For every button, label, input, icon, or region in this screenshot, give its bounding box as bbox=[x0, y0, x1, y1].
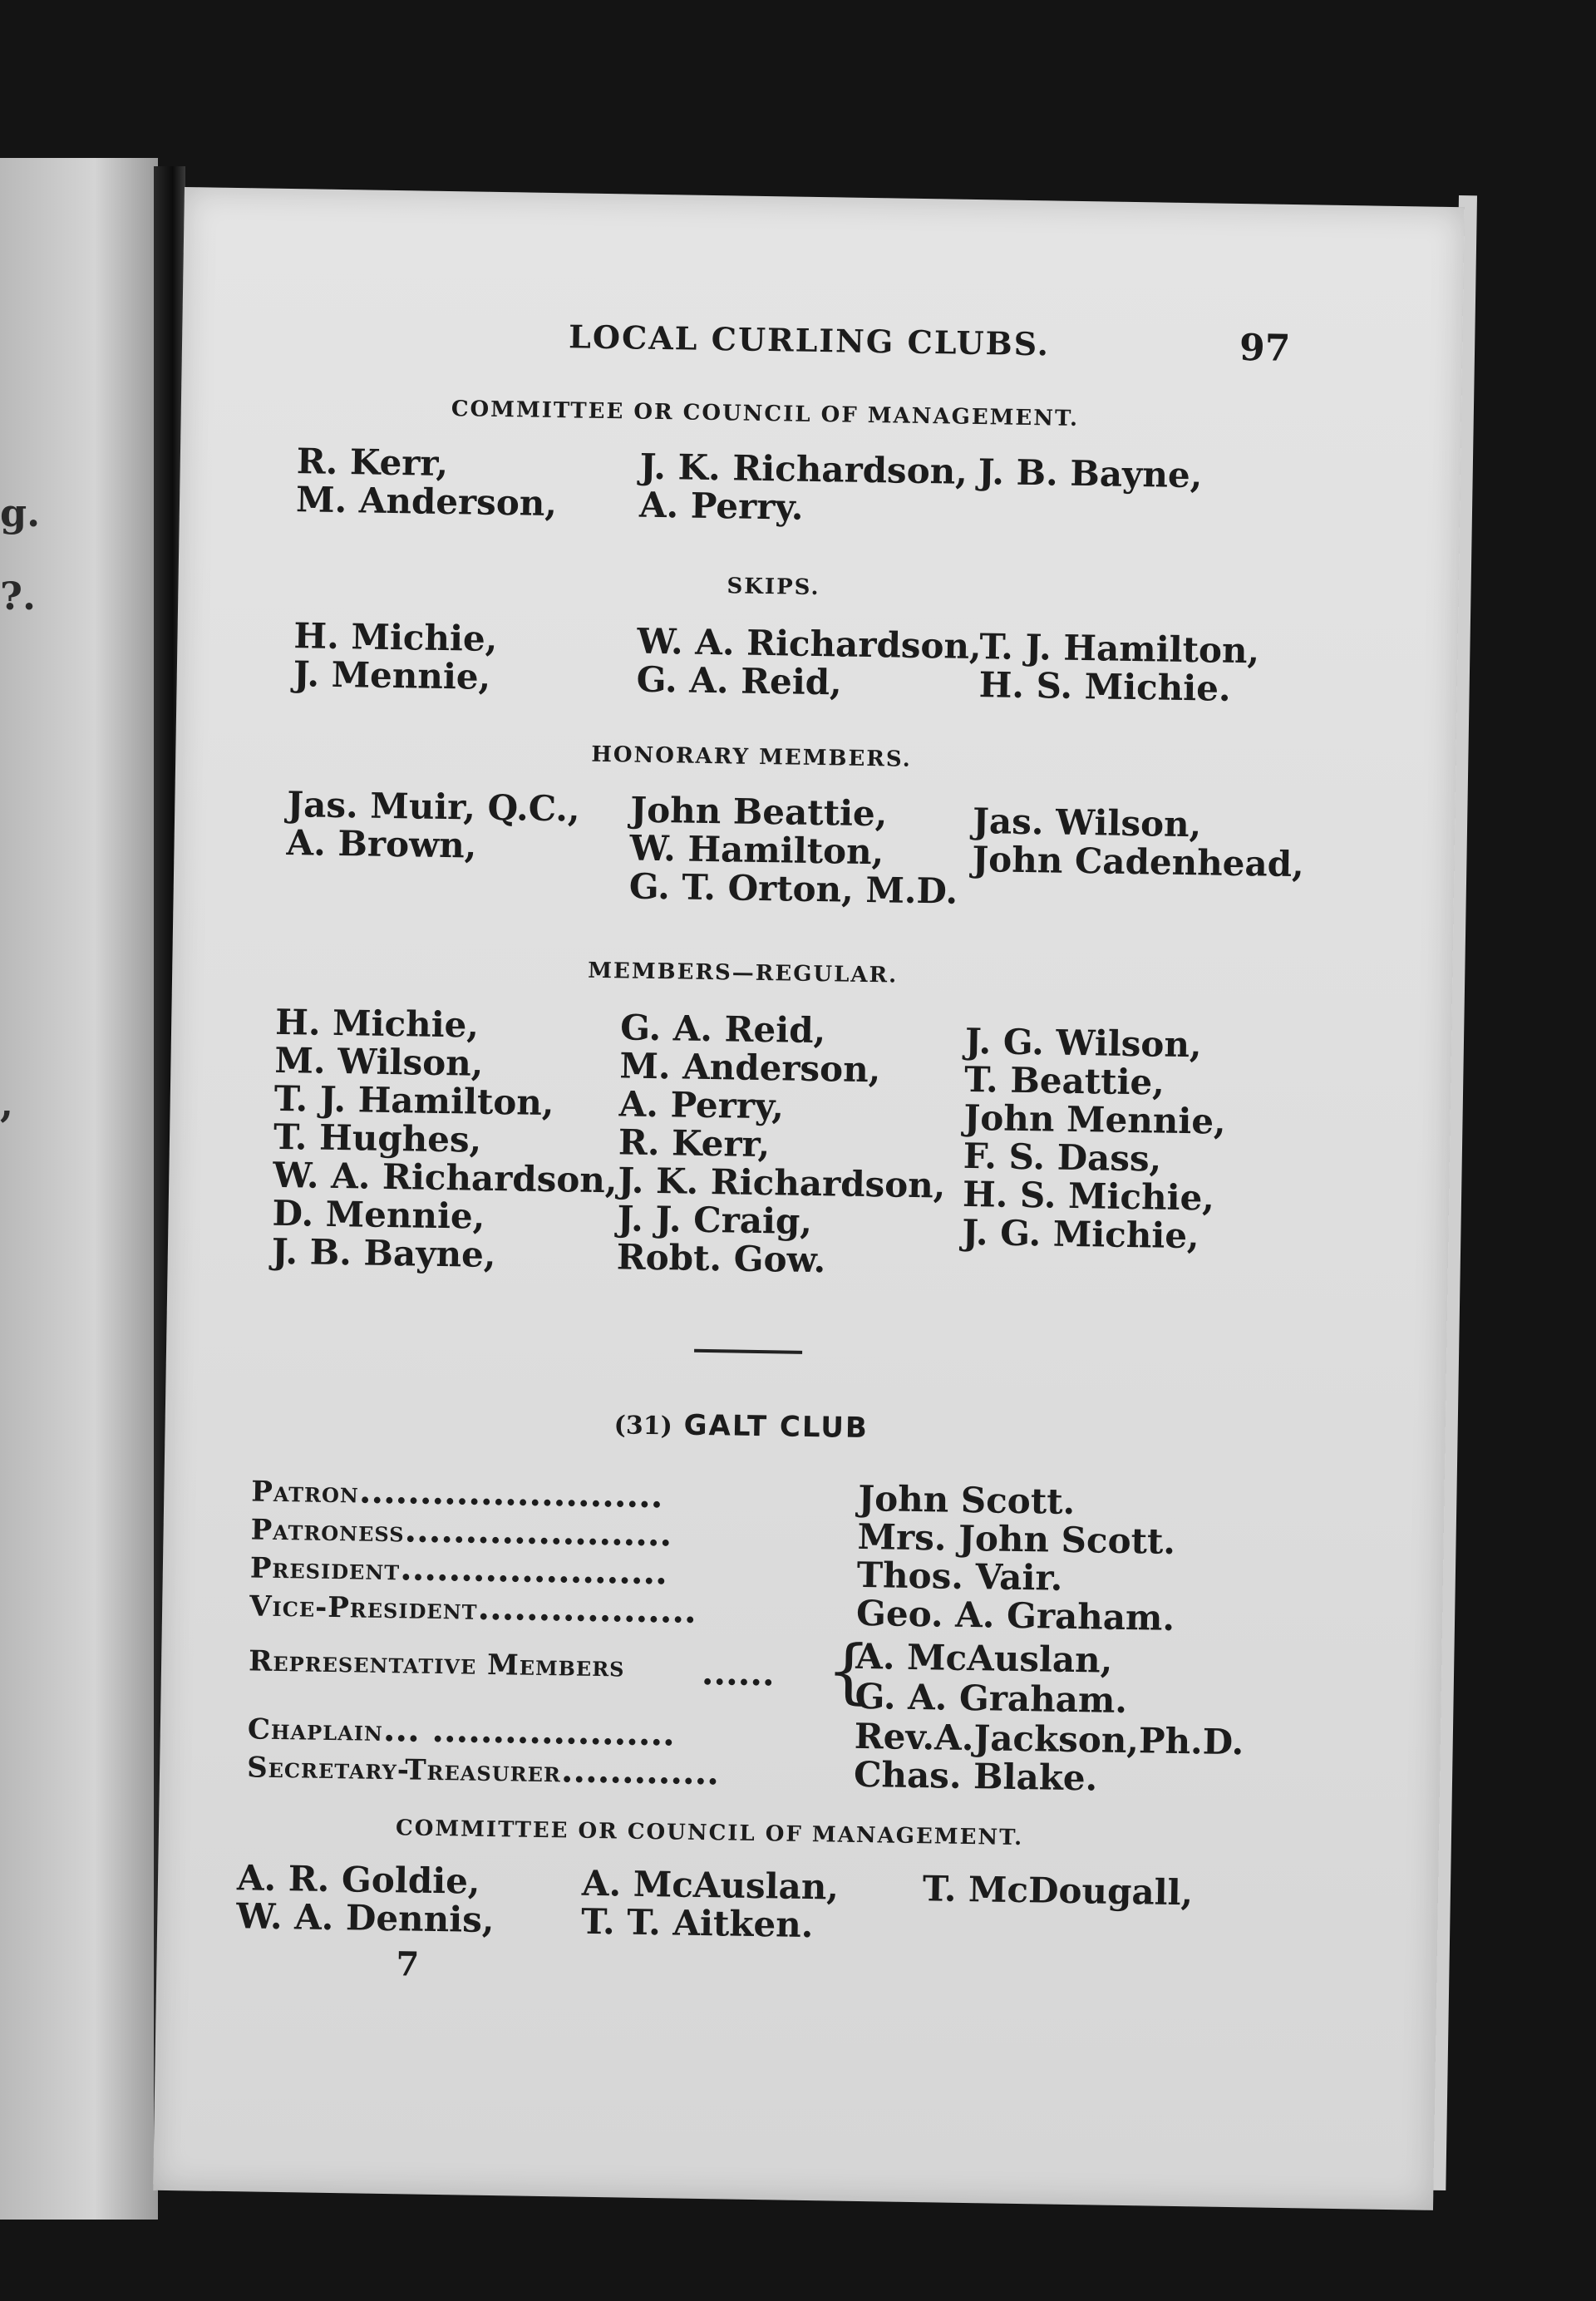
name-entry: T. J. Hamilton, bbox=[979, 626, 1260, 672]
name-entry: T. McDougall, bbox=[922, 1868, 1194, 1914]
left-facing-page bbox=[0, 158, 158, 2220]
officer-value: Rev.A.Jackson,Ph.D. bbox=[854, 1715, 1244, 1763]
officer-label: Chaplain bbox=[247, 1712, 384, 1748]
officer-value: Thos. Vair. bbox=[856, 1554, 1063, 1599]
name-entry: G. A. Reid, bbox=[619, 1007, 826, 1052]
name-entry: M. Anderson, bbox=[619, 1045, 881, 1091]
name-entry: Robt. Gow. bbox=[616, 1236, 826, 1281]
name-entry: F. S. Dass, bbox=[963, 1135, 1162, 1180]
name-entry: H. S. Michie, bbox=[962, 1173, 1215, 1219]
name-entry: T. Hughes, bbox=[273, 1116, 482, 1160]
club-title bbox=[613, 1407, 869, 1445]
officer-label: Vice-President bbox=[249, 1589, 478, 1627]
name-entry: J. B. Bayne, bbox=[978, 451, 1203, 496]
name-entry: J. J. Craig, bbox=[617, 1198, 813, 1243]
officer-label: Patroness bbox=[250, 1513, 405, 1550]
officer-dots: ...... bbox=[701, 1651, 776, 1694]
name-entry: T. Beattie, bbox=[963, 1058, 1165, 1103]
committee-column-3 bbox=[978, 453, 1202, 495]
name-entry: John Beattie, bbox=[629, 789, 888, 835]
honorary-column-1 bbox=[286, 786, 580, 867]
name-entry: M. Wilson, bbox=[274, 1039, 484, 1084]
officer-dots: ...................... bbox=[404, 1509, 672, 1555]
club-name: GALT CLUB bbox=[683, 1408, 869, 1446]
name-entry: W. Hamilton, bbox=[629, 827, 884, 873]
name-entry: R. Kerr, bbox=[296, 441, 449, 485]
name-entry: Jas. Wilson, bbox=[972, 800, 1202, 845]
name-entry: H. S. Michie. bbox=[978, 664, 1231, 709]
name-entry: R. Kerr, bbox=[618, 1121, 771, 1165]
galt-committee-column-2 bbox=[580, 1862, 840, 1946]
honorary-column-3 bbox=[972, 802, 1305, 884]
name-entry: A. Perry, bbox=[618, 1083, 785, 1127]
officer-value: G. A. Graham. bbox=[855, 1675, 1128, 1722]
committee-column-2 bbox=[639, 448, 968, 530]
brace-mark: { bbox=[825, 1629, 872, 1712]
name-entry: W. A. Richardson, bbox=[637, 620, 983, 668]
section-heading-regular: MEMBERS—REGULAR. bbox=[588, 958, 899, 988]
officer-value: A. McAuslan, bbox=[855, 1635, 1113, 1681]
regular-column-3 bbox=[962, 1022, 1227, 1256]
club-number: (31) bbox=[613, 1411, 673, 1441]
name-entry: A. Brown, bbox=[286, 822, 477, 866]
name-entry: J. Mennie, bbox=[293, 653, 491, 697]
name-entry: A. McAuslan, bbox=[581, 1862, 840, 1908]
name-entry: G. A. Reid, bbox=[636, 658, 843, 703]
officers-list bbox=[247, 1468, 1332, 1799]
officer-label: Secretary-Treasurer bbox=[246, 1751, 562, 1790]
left-page-fragment: g. bbox=[0, 490, 41, 535]
name-entry: J. G. Wilson, bbox=[964, 1020, 1202, 1066]
name-entry: Jas. Muir, Q.C., bbox=[286, 784, 581, 830]
name-entry: J. B. Bayne, bbox=[271, 1230, 496, 1276]
name-entry: J. G. Michie, bbox=[961, 1211, 1200, 1257]
section-heading-galt-committee: COMMITTEE OR COUNCIL OF MANAGEMENT. bbox=[395, 1816, 1024, 1851]
name-entry: W. A. Dennis, bbox=[235, 1895, 495, 1941]
name-entry: J. K. Richardson, bbox=[617, 1160, 946, 1206]
section-heading-skips: SKIPS. bbox=[727, 574, 820, 601]
name-entry: A. R. Goldie, bbox=[236, 1857, 480, 1902]
officer-dots: .................. bbox=[477, 1586, 697, 1631]
name-entry: John Mennie, bbox=[963, 1096, 1227, 1142]
skips-column-1 bbox=[293, 617, 497, 697]
section-divider bbox=[694, 1349, 802, 1354]
galt-committee-column-3 bbox=[923, 1870, 1194, 1912]
name-entry: W. A. Richardson, bbox=[272, 1154, 618, 1201]
officer-value: John Scott. bbox=[857, 1477, 1076, 1523]
name-entry: H. Michie, bbox=[293, 615, 498, 659]
name-entry: G. T. Orton, M.D. bbox=[628, 865, 958, 912]
book-page bbox=[153, 187, 1465, 2210]
officer-dots: ......................... bbox=[358, 1470, 663, 1516]
officer-value: Geo. A. Graham. bbox=[855, 1592, 1175, 1638]
committee-column-1 bbox=[296, 442, 558, 523]
name-entry: D. Mennie, bbox=[272, 1192, 485, 1237]
honorary-column-2 bbox=[628, 791, 958, 911]
running-title: LOCAL CURLING CLUBS. bbox=[568, 318, 1051, 363]
officer-label: Representative Members bbox=[248, 1644, 625, 1684]
skips-column-2 bbox=[636, 620, 983, 704]
regular-column-2 bbox=[616, 1008, 948, 1281]
officer-label: Patron bbox=[251, 1475, 360, 1510]
skips-column-3 bbox=[978, 628, 1259, 708]
officer-dots: ............. bbox=[560, 1749, 720, 1793]
name-entry: John Cadenhead, bbox=[972, 838, 1305, 885]
officer-dots: ...................... bbox=[399, 1547, 668, 1593]
section-heading-honorary: HONORARY MEMBERS. bbox=[591, 742, 913, 772]
officer-dots: ... .................... bbox=[382, 1707, 676, 1754]
left-page-fragment: ?. bbox=[0, 574, 36, 618]
officer-value: Mrs. John Scott. bbox=[857, 1515, 1176, 1562]
officer-value: Chas. Blake. bbox=[853, 1753, 1098, 1799]
regular-column-1 bbox=[272, 1003, 620, 1276]
left-page-fragment: , bbox=[0, 1081, 14, 1126]
name-entry: M. Anderson, bbox=[295, 479, 558, 525]
officer-label: President bbox=[249, 1551, 401, 1588]
name-entry: J. K. Richardson, bbox=[639, 446, 968, 492]
name-entry: H. Michie, bbox=[274, 1001, 480, 1046]
signature-mark: 7 bbox=[396, 1944, 420, 1984]
page-number: 97 bbox=[1239, 326, 1291, 370]
name-entry: T. T. Aitken. bbox=[580, 1900, 814, 1946]
name-entry: T. J. Hamilton, bbox=[273, 1077, 554, 1124]
section-heading-committee: COMMITTEE OR COUNCIL OF MANAGEMENT. bbox=[451, 397, 1080, 431]
galt-committee-column-1 bbox=[236, 1859, 495, 1939]
name-entry: A. Perry. bbox=[638, 484, 804, 528]
